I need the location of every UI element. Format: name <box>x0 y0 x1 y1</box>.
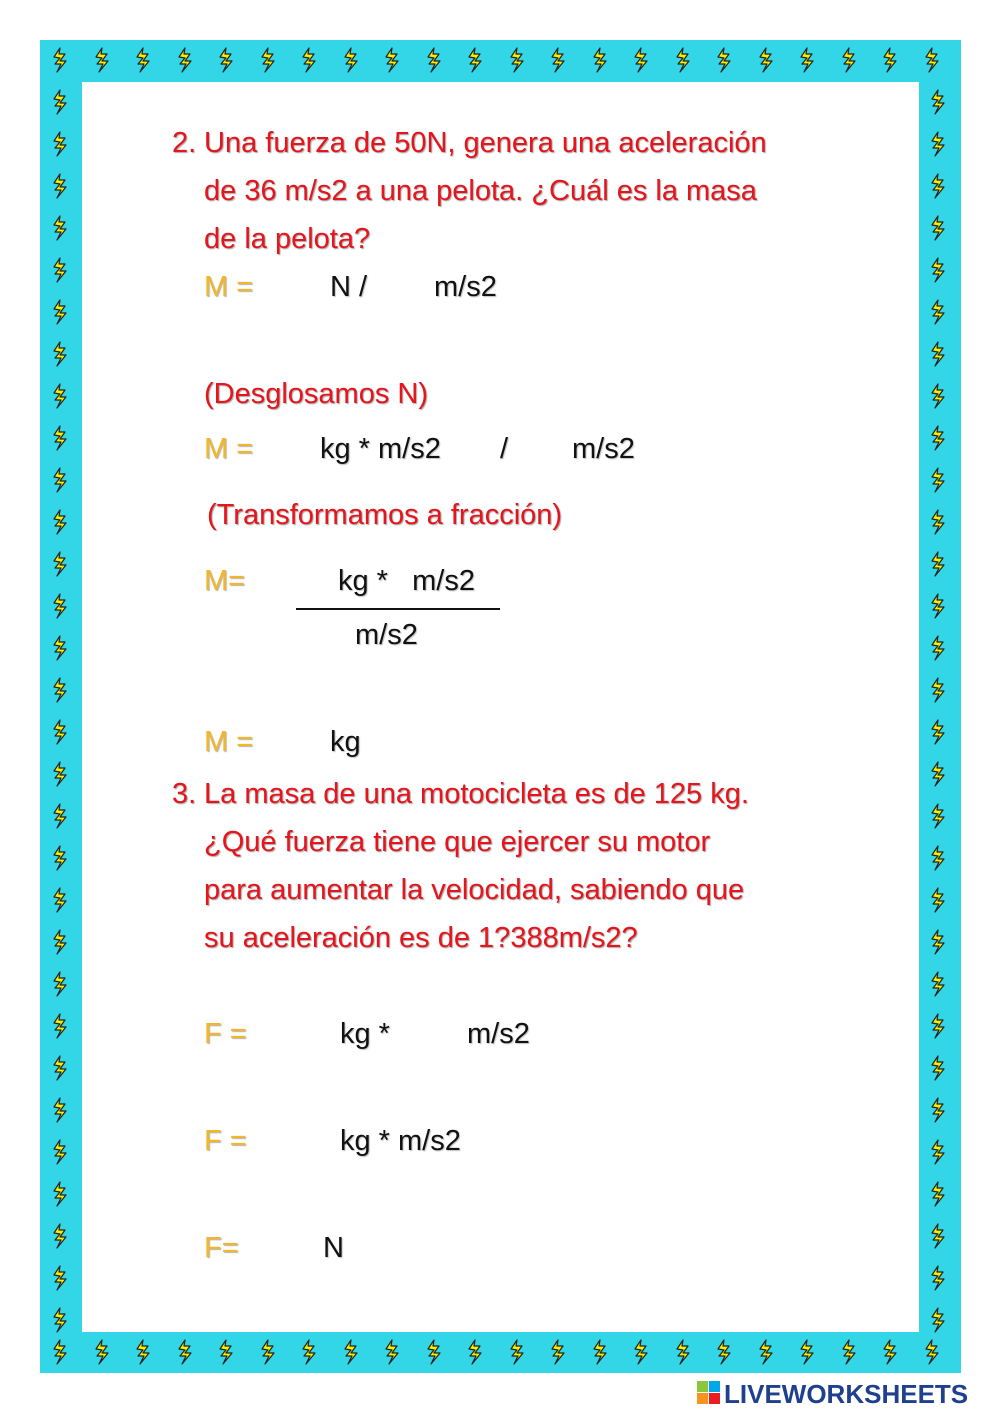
lightning-bolt-icon <box>51 47 69 73</box>
liveworksheets-wordmark: LIVEWORKSHEETS <box>724 1379 969 1409</box>
lightning-bolt-icon <box>217 47 235 73</box>
lightning-bolt-icon <box>51 1055 69 1081</box>
lightning-bolt-icon <box>51 803 69 829</box>
lightning-bolt-icon <box>674 47 692 73</box>
lightning-bolt-icon <box>342 47 360 73</box>
lightning-bolt-icon <box>51 1223 69 1249</box>
lightning-bolt-icon <box>51 719 69 745</box>
lightning-bolt-icon <box>51 1181 69 1207</box>
q2-step3-denominator: m/s2 <box>355 619 418 651</box>
lightning-bolt-icon <box>929 215 947 241</box>
lightning-bolt-icon <box>51 131 69 157</box>
lightning-bolt-icon <box>929 719 947 745</box>
lightning-bolt-icon <box>840 1339 858 1365</box>
lightning-bolt-icon <box>51 509 69 535</box>
lightning-bolt-icon <box>51 929 69 955</box>
q3-number: 3. <box>172 778 197 810</box>
lightning-bolt-icon <box>425 47 443 73</box>
lightning-bolt-icon <box>715 1339 733 1365</box>
q3-step3-unit: N <box>323 1232 344 1264</box>
lightning-bolt-icon <box>51 467 69 493</box>
lightning-bolt-icon <box>51 1097 69 1123</box>
q2-step1-accel: m/s2 <box>434 271 497 303</box>
lightning-bolt-icon <box>632 47 650 73</box>
lightning-bolt-icon <box>51 173 69 199</box>
lightning-bolt-icon <box>757 47 775 73</box>
lightning-bolt-icon <box>508 1339 526 1365</box>
lightning-bolt-icon <box>929 761 947 787</box>
q3-step2-label: F = <box>204 1125 247 1157</box>
q2-step2-label: M = <box>204 433 254 465</box>
lightning-bolt-icon <box>923 47 941 73</box>
lightning-bolt-icon <box>591 47 609 73</box>
lightning-bolt-icon <box>51 635 69 661</box>
lightning-bolt-icon <box>881 47 899 73</box>
fraction-bar <box>296 608 500 610</box>
lightning-bolt-icon <box>929 1139 947 1165</box>
lightning-bolt-icon <box>383 47 401 73</box>
lightning-bolt-icon <box>881 1339 899 1365</box>
lightning-bolt-icon <box>549 1339 567 1365</box>
q2-step1-label: M = <box>204 271 254 303</box>
lightning-bolt-icon <box>798 1339 816 1365</box>
lightning-bolt-icon <box>929 509 947 535</box>
lightning-bolt-icon <box>929 803 947 829</box>
q3-step3-label: F= <box>204 1232 239 1264</box>
lightning-bolt-icon <box>51 257 69 283</box>
lightning-bolt-icon <box>632 1339 650 1365</box>
lightning-bolt-icon <box>51 971 69 997</box>
q2-step2-slash: / <box>500 433 509 465</box>
lightning-bolt-icon <box>300 47 318 73</box>
lightning-bolt-icon <box>217 1339 235 1365</box>
lightning-bolt-icon <box>51 425 69 451</box>
lightning-bolt-icon <box>466 1339 484 1365</box>
lightning-bolt-icon <box>176 47 194 73</box>
lightning-bolt-icon <box>757 1339 775 1365</box>
q3-text-line-4: su aceleración es de 1?388m/s2? <box>204 922 638 954</box>
lightning-bolt-icon <box>929 677 947 703</box>
q3-step1-mass: kg * <box>340 1018 390 1050</box>
lightning-bolt-icon <box>929 173 947 199</box>
q3-text-line-2: ¿Qué fuerza tiene que ejercer su motor <box>204 826 711 858</box>
lightning-bolt-icon <box>51 341 69 367</box>
q2-text-line-1: Una fuerza de 50N, genera una aceleración <box>204 127 767 159</box>
q3-text-line-1: La masa de una motocicleta es de 125 kg. <box>204 778 749 810</box>
q2-text-line-3: de la pelota? <box>204 223 371 255</box>
lightning-bolt-icon <box>929 89 947 115</box>
lightning-bolt-icon <box>929 593 947 619</box>
q2-step4-label: M = <box>204 726 254 758</box>
lightning-bolt-icon <box>51 1339 69 1365</box>
lightning-bolt-icon <box>425 1339 443 1365</box>
lightning-bolt-icon <box>929 1181 947 1207</box>
lightning-bolt-icon <box>929 383 947 409</box>
lightning-bolt-icon <box>134 47 152 73</box>
q3-step1-label: F = <box>204 1018 247 1050</box>
lightning-bolt-icon <box>929 845 947 871</box>
lightning-bolt-icon <box>929 1223 947 1249</box>
q2-text-line-2: de 36 m/s2 a una pelota. ¿Cuál es la masa <box>204 175 757 207</box>
lightning-bolt-icon <box>51 761 69 787</box>
lightning-bolt-icon <box>674 1339 692 1365</box>
q2-step3-label: M= <box>204 565 246 597</box>
lightning-bolt-icon <box>929 635 947 661</box>
lightning-bolt-icon <box>51 1139 69 1165</box>
lightning-bolt-icon <box>929 1265 947 1291</box>
lightning-bolt-icon <box>929 1055 947 1081</box>
lightning-bolt-icon <box>51 1013 69 1039</box>
q2-step2-accel: m/s2 <box>572 433 635 465</box>
lightning-bolt-icon <box>549 47 567 73</box>
lightning-bolt-icon <box>508 47 526 73</box>
lightning-bolt-icon <box>466 47 484 73</box>
q3-step2-units: kg * m/s2 <box>340 1125 461 1157</box>
lightning-bolt-icon <box>300 1339 318 1365</box>
lightning-bolt-icon <box>798 47 816 73</box>
lightning-bolt-icon <box>715 47 733 73</box>
lightning-bolt-icon <box>929 467 947 493</box>
lightning-bolt-icon <box>51 1307 69 1333</box>
lightning-bolt-icon <box>51 215 69 241</box>
lightning-bolt-icon <box>929 1097 947 1123</box>
lightning-bolt-icon <box>93 47 111 73</box>
lightning-bolt-icon <box>51 845 69 871</box>
lightning-bolt-icon <box>51 887 69 913</box>
lightning-bolt-icon <box>929 341 947 367</box>
q2-note-fraccion: (Transformamos a fracción) <box>207 499 563 531</box>
q2-note-desglosamos: (Desglosamos N) <box>204 378 428 410</box>
lightning-bolt-icon <box>93 1339 111 1365</box>
q2-step2-numerator: kg * m/s2 <box>320 433 441 465</box>
lightning-bolt-icon <box>929 131 947 157</box>
liveworksheets-logo-icon <box>697 1381 721 1405</box>
q2-step3-numerator: kg * m/s2 <box>338 565 475 597</box>
lightning-bolt-icon <box>929 1307 947 1333</box>
lightning-bolt-icon <box>259 1339 277 1365</box>
lightning-bolt-icon <box>929 257 947 283</box>
q2-number: 2. <box>172 127 197 159</box>
lightning-bolt-icon <box>923 1339 941 1365</box>
lightning-bolt-icon <box>342 1339 360 1365</box>
lightning-bolt-icon <box>383 1339 401 1365</box>
lightning-bolt-icon <box>51 1265 69 1291</box>
lightning-bolt-icon <box>51 383 69 409</box>
lightning-bolt-icon <box>929 1013 947 1039</box>
lightning-bolt-icon <box>51 299 69 325</box>
lightning-bolt-icon <box>929 425 947 451</box>
lightning-bolt-icon <box>929 971 947 997</box>
lightning-bolt-icon <box>259 47 277 73</box>
lightning-bolt-icon <box>51 89 69 115</box>
lightning-bolt-icon <box>176 1339 194 1365</box>
lightning-bolt-icon <box>51 593 69 619</box>
lightning-bolt-icon <box>929 299 947 325</box>
lightning-bolt-icon <box>591 1339 609 1365</box>
lightning-bolt-icon <box>929 887 947 913</box>
lightning-bolt-icon <box>929 929 947 955</box>
q3-step1-accel: m/s2 <box>467 1018 530 1050</box>
q2-step1-force: N / <box>330 271 368 303</box>
lightning-bolt-icon <box>134 1339 152 1365</box>
q2-step4-unit: kg <box>330 726 361 758</box>
q3-text-line-3: para aumentar la velocidad, sabiendo que <box>204 874 745 906</box>
lightning-bolt-icon <box>840 47 858 73</box>
lightning-bolt-icon <box>51 677 69 703</box>
lightning-bolt-icon <box>929 551 947 577</box>
lightning-bolt-icon <box>51 551 69 577</box>
